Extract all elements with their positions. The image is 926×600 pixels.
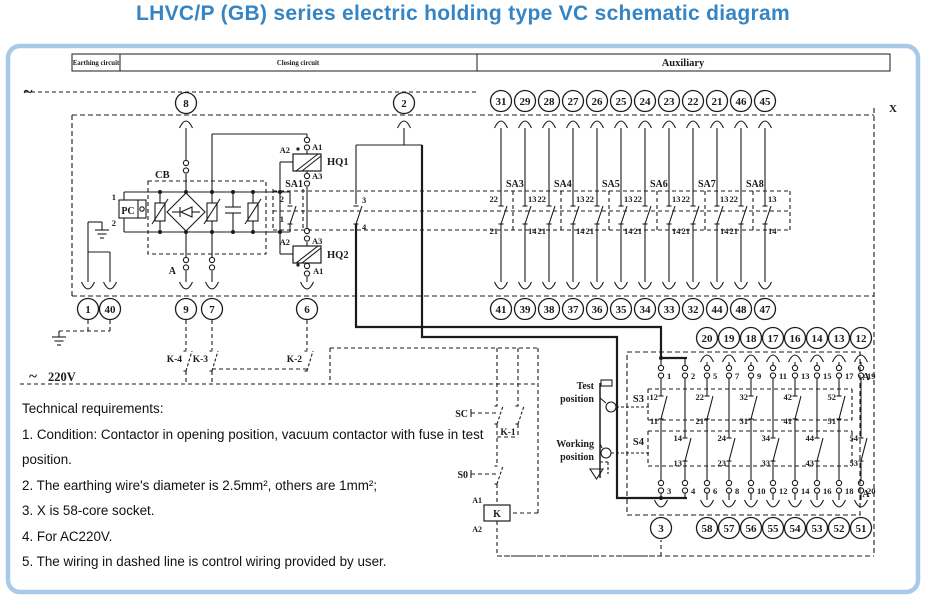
page-title: LHVC/P (GB) series electric holding type VC schematic diagram — [136, 2, 790, 25]
s3-contact: 32 — [739, 392, 748, 402]
matrix-pin: 7 — [735, 371, 740, 381]
technical-requirements — [22, 401, 484, 580]
s4-contact: 24 — [717, 433, 726, 443]
aux-contact: 21 — [489, 226, 498, 236]
matrix-pin: 5 — [713, 371, 718, 381]
terminal-1-number: 1 — [85, 304, 91, 316]
label-hq2: HQ2 — [327, 250, 349, 261]
hq1-a3: A3 — [312, 171, 323, 181]
s3-contact: 21 — [695, 416, 704, 426]
label-k4: K-4 — [166, 355, 182, 365]
aux-contact: 22 — [489, 194, 498, 204]
ac-symbol: ~ — [23, 82, 33, 101]
matrix-pin: 6 — [713, 486, 718, 496]
terminal-39-number: 39 — [519, 304, 531, 316]
socket-a-top: A — [862, 372, 870, 383]
matrix-pin: 19 — [867, 371, 876, 381]
terminal-55-number: 55 — [767, 523, 779, 535]
s3-contact: 42 — [783, 392, 792, 402]
ac-symbol-2: ~ — [29, 369, 37, 385]
tech-lines — [22, 427, 484, 571]
matrix-pin: 4 — [691, 486, 696, 496]
s4-contact: 53 — [849, 458, 858, 468]
terminal-27-number: 27 — [567, 96, 579, 108]
hq2-a2: A2 — [279, 237, 290, 247]
terminal-35-number: 35 — [615, 304, 627, 316]
aux-contact: 14 — [576, 226, 585, 236]
terminal-58-number: 58 — [701, 523, 713, 535]
label-working-position: Working — [556, 439, 594, 450]
aux-contact: 13 — [624, 194, 633, 204]
s3-contact: 41 — [783, 416, 792, 426]
label-working-position: position — [560, 452, 594, 463]
label-SA4: SA4 — [554, 179, 572, 190]
terminal-13-number: 13 — [833, 333, 845, 345]
aux-contact: 14 — [768, 226, 777, 236]
aux-contact: 14 — [720, 226, 729, 236]
s4-contact: 33 — [761, 458, 770, 468]
tech-line-3: 2. The earthing wire's diameter is 2.5mm², others are 1mm²; — [22, 477, 378, 493]
header-auxiliary: Auxiliary — [661, 58, 705, 69]
polarity-dot — [296, 263, 299, 266]
label-s0: S0 — [457, 470, 468, 481]
sa2-contact-4: 4 — [362, 222, 367, 232]
k-a2: A2 — [472, 525, 482, 534]
sa2-contact-3: 3 — [362, 195, 367, 205]
terminal-54-number: 54 — [789, 523, 801, 535]
s3-contact: 12 — [649, 392, 658, 402]
s3-contact: 52 — [827, 392, 836, 402]
terminal-22-number: 22 — [687, 96, 699, 108]
terminal-32-number: 32 — [687, 304, 699, 316]
pc-pin-2: 2 — [111, 218, 116, 228]
matrix-pin: 18 — [845, 486, 854, 496]
hq2-a1: A1 — [313, 266, 324, 276]
matrix-pin: 10 — [757, 486, 766, 496]
aux-contact: 14 — [528, 226, 537, 236]
label-test-position: Test — [576, 381, 594, 392]
pc-pin-1: 1 — [111, 192, 116, 202]
matrix-pin: 16 — [823, 486, 832, 496]
label-k3: K-3 — [192, 355, 208, 365]
aux-contact: 13 — [768, 194, 777, 204]
k-a1: A1 — [472, 496, 482, 505]
aux-contact: 14 — [624, 226, 633, 236]
terminal-28-number: 28 — [543, 96, 555, 108]
matrix-pin: 15 — [823, 371, 832, 381]
terminal-23-number: 23 — [663, 96, 675, 108]
terminal-19-number: 19 — [723, 333, 735, 345]
tech-line-6: 5. The wiring in dashed line is control wiring provided by user. — [22, 554, 387, 569]
matrix-pin: 1 — [667, 371, 672, 381]
tech-line-1: 1. Condition: Contactor in opening position, vacuum contactor with fuse in test — [22, 426, 484, 442]
header-closing: Closing circuit — [276, 60, 320, 67]
label-SA5: SA5 — [602, 179, 620, 190]
hq2-a3: A3 — [312, 236, 323, 246]
header-earthing: Earthing circuit — [72, 60, 120, 67]
terminal-37-number: 37 — [567, 304, 579, 316]
terminal-56-number: 56 — [745, 523, 757, 535]
terminal-46-number: 46 — [735, 96, 747, 108]
terminal-3-number: 3 — [658, 523, 664, 535]
label-test-position: position — [560, 394, 594, 405]
tech-heading: Technical requirements: — [22, 401, 164, 416]
terminal-45-number: 45 — [759, 96, 771, 108]
s3-contact: 11 — [649, 416, 658, 426]
aux-contact: 13 — [672, 194, 681, 204]
terminal-31-number: 31 — [495, 96, 507, 108]
label-sa1: SA1 — [285, 179, 303, 190]
s4-contact: 34 — [761, 433, 770, 443]
aux-contact: 13 — [720, 194, 729, 204]
aux-contact: 22 — [681, 194, 690, 204]
s4-contact: 13 — [673, 458, 682, 468]
hq1-a1: A1 — [312, 142, 323, 152]
label-SA7: SA7 — [698, 179, 716, 190]
aux-contact: 21 — [633, 226, 642, 236]
label-cb: CB — [155, 170, 170, 181]
terminal-53-number: 53 — [811, 523, 823, 535]
terminal-52-number: 52 — [833, 523, 845, 535]
aux-contact: 21 — [681, 226, 690, 236]
s3-contact: 31 — [739, 416, 748, 426]
terminal-48-number: 48 — [735, 304, 747, 316]
terminal-8-number: 8 — [183, 98, 189, 110]
terminal-17-number: 17 — [767, 333, 779, 345]
aux-contact: 22 — [633, 194, 642, 204]
matrix-pin: 14 — [801, 486, 810, 496]
socket-a-bottom: A — [862, 489, 870, 500]
aux-contact: 22 — [585, 194, 594, 204]
label-k: K — [493, 509, 501, 520]
polarity-dot — [296, 147, 299, 150]
aux-contact: 21 — [537, 226, 546, 236]
terminal-24-number: 24 — [639, 96, 651, 108]
matrix-pin: 11 — [779, 371, 788, 381]
label-s3: S3 — [632, 394, 644, 405]
terminal-57-number: 57 — [723, 523, 735, 535]
terminal-6-number: 6 — [304, 304, 310, 316]
terminal-14-number: 14 — [811, 333, 823, 345]
matrix-pin: 20 — [867, 486, 876, 496]
s4-contact: 44 — [805, 433, 814, 443]
aux-contact: 14 — [672, 226, 681, 236]
terminal-26-number: 26 — [591, 96, 603, 108]
s4-contact: 54 — [849, 433, 858, 443]
matrix-pin: 13 — [801, 371, 810, 381]
tech-line-4: 3. X is 58-core socket. — [22, 503, 155, 518]
terminal-33-number: 33 — [663, 304, 675, 316]
aux-contact: 21 — [585, 226, 594, 236]
label-SA6: SA6 — [650, 179, 668, 190]
terminal-16-number: 16 — [789, 333, 801, 345]
terminal-40-number: 40 — [104, 304, 116, 316]
terminal-38-number: 38 — [543, 304, 555, 316]
matrix-pin: 17 — [845, 371, 854, 381]
sa1-contact-2: 2 — [279, 194, 284, 204]
label-220v: 220V — [48, 370, 76, 384]
terminal-18-number: 18 — [745, 333, 757, 345]
label-SA3: SA3 — [506, 179, 524, 190]
label-k2: K-2 — [286, 355, 302, 365]
label-SA8: SA8 — [746, 179, 764, 190]
label-hq1: HQ1 — [327, 157, 349, 168]
aux-contact: 22 — [729, 194, 738, 204]
terminal-21-number: 21 — [711, 96, 723, 108]
terminal-41-number: 41 — [495, 304, 507, 316]
aux-contact: 13 — [576, 194, 585, 204]
matrix-pin: 8 — [735, 486, 740, 496]
matrix-pin: 2 — [691, 371, 696, 381]
socket-x-label: X — [889, 103, 897, 115]
label-a: A — [168, 266, 176, 277]
aux-contact: 21 — [729, 226, 738, 236]
label-k1: K-1 — [500, 428, 516, 438]
aux-contact: 22 — [537, 194, 546, 204]
label-sc: SC — [455, 409, 468, 420]
tech-line-2: position. — [22, 452, 72, 467]
terminal-44-number: 44 — [711, 304, 723, 316]
terminal-25-number: 25 — [615, 96, 627, 108]
hq1-a2: A2 — [279, 145, 290, 155]
terminal-2-number: 2 — [401, 98, 407, 110]
terminal-34-number: 34 — [639, 304, 651, 316]
label-pc: PC — [121, 206, 135, 217]
tech-line-5: 4. For AC220V. — [22, 528, 113, 544]
s4-contact: 14 — [673, 433, 682, 443]
terminal-20-number: 20 — [701, 333, 713, 345]
label-s4: S4 — [632, 437, 644, 448]
terminal-36-number: 36 — [591, 304, 603, 316]
terminal-47-number: 47 — [759, 304, 771, 316]
aux-contact: 13 — [528, 194, 537, 204]
terminal-51-number: 51 — [855, 523, 867, 535]
sa1-contact-1: 1 — [279, 214, 284, 224]
s3-contact: 51 — [827, 416, 836, 426]
matrix-pin: 3 — [667, 486, 672, 496]
s4-contact: 23 — [717, 458, 726, 468]
terminal-29-number: 29 — [519, 96, 531, 108]
terminal-7-number: 7 — [209, 304, 215, 316]
terminal-9-number: 9 — [183, 304, 189, 316]
s3-contact: 22 — [695, 392, 704, 402]
matrix-pin: 9 — [757, 371, 762, 381]
terminal-12-number: 12 — [855, 333, 867, 345]
s4-contact: 43 — [805, 458, 814, 468]
matrix-pin: 12 — [779, 486, 788, 496]
